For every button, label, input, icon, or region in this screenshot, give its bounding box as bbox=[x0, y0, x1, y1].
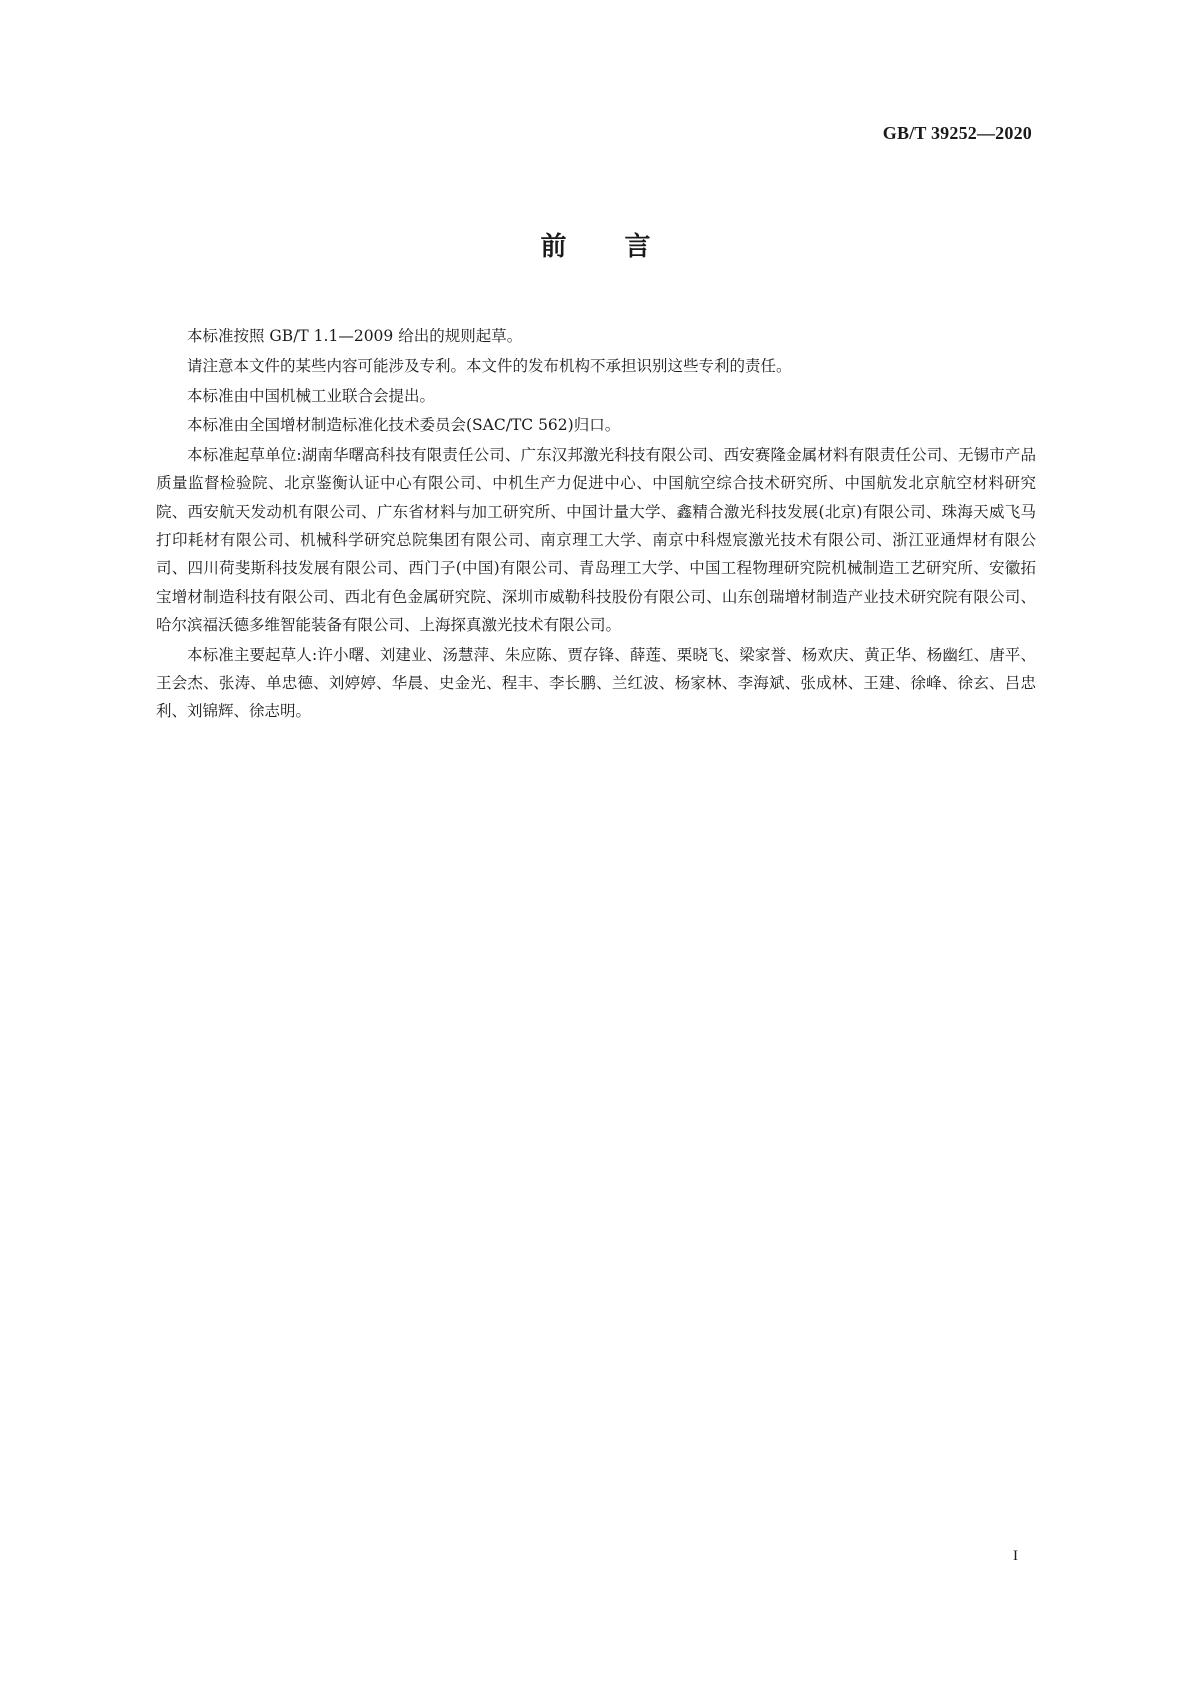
paragraph-drafting-rules: 本标准按照 GB/T 1.1—2009 给出的规则起草。 bbox=[187, 327, 523, 345]
paragraph-drafters: 本标准主要起草人:许小曙、刘建业、汤慧萍、朱应陈、贾存锋、薛莲、栗晓飞、梁家誉、杨欢庆、黄正华、杨幽红、唐平、王会杰、张涛、单忠德、刘婷婷、华晨、史金光、程丰、李长鹏、兰红波、杨家林、李海斌、张成林、王建、徐峰、徐玄、吕忠利、刘锦辉、徐志明。 bbox=[156, 645, 1036, 721]
paragraph-proposer: 本标准由中国机械工业联合会提出。 bbox=[187, 386, 436, 405]
foreword-body bbox=[156, 322, 1036, 727]
paragraph-patent-notice: 请注意本文件的某些内容可能涉及专利。本文件的发布机构不承担识别这些专利的责任。 bbox=[187, 356, 792, 375]
paragraph-drafting-units: 本标准起草单位:湖南华曙高科技有限责任公司、广东汉邦激光科技有限公司、西安赛隆金属材料有限责任公司、无锡市产品质量监督检验院、北京鉴衡认证中心有限公司、中机生产力促进中心、中国航空综合技术研究所、中国航发北京航空材料研究院、西安航天发动机有限公司、广东省材料与加工研究所、中国计量大学、鑫精合激光科技发展(北京)有限公司、珠海天威飞马打印耗材有限公司、机械科学研究总院集团有限公司、南京理工大学、南京中科煜宸激光技术有限公司、浙江亚通焊材有限公司、四川荷斐斯科技发展有限公司、西门子(中国)有限公司、青岛理工大学、中国工程物理研究院机械制造工艺研究所、安徽拓宝增材制造科技有限公司、西北有色金属研究院、深圳市威勒科技股份有限公司、山东创瑞增材制造产业技术研究院有限公司、哈尔滨福沃德多维智能装备有限公司、上海探真激光技术有限公司。 bbox=[156, 446, 1036, 634]
paragraph-committee: 本标准由全国增材制造标准化技术委员会(SAC/TC 562)归口。 bbox=[187, 416, 621, 435]
page-number: I bbox=[1013, 1548, 1018, 1564]
page-title: 前言 bbox=[540, 232, 709, 262]
standard-number: GB/T 39252—2020 bbox=[882, 123, 1032, 143]
